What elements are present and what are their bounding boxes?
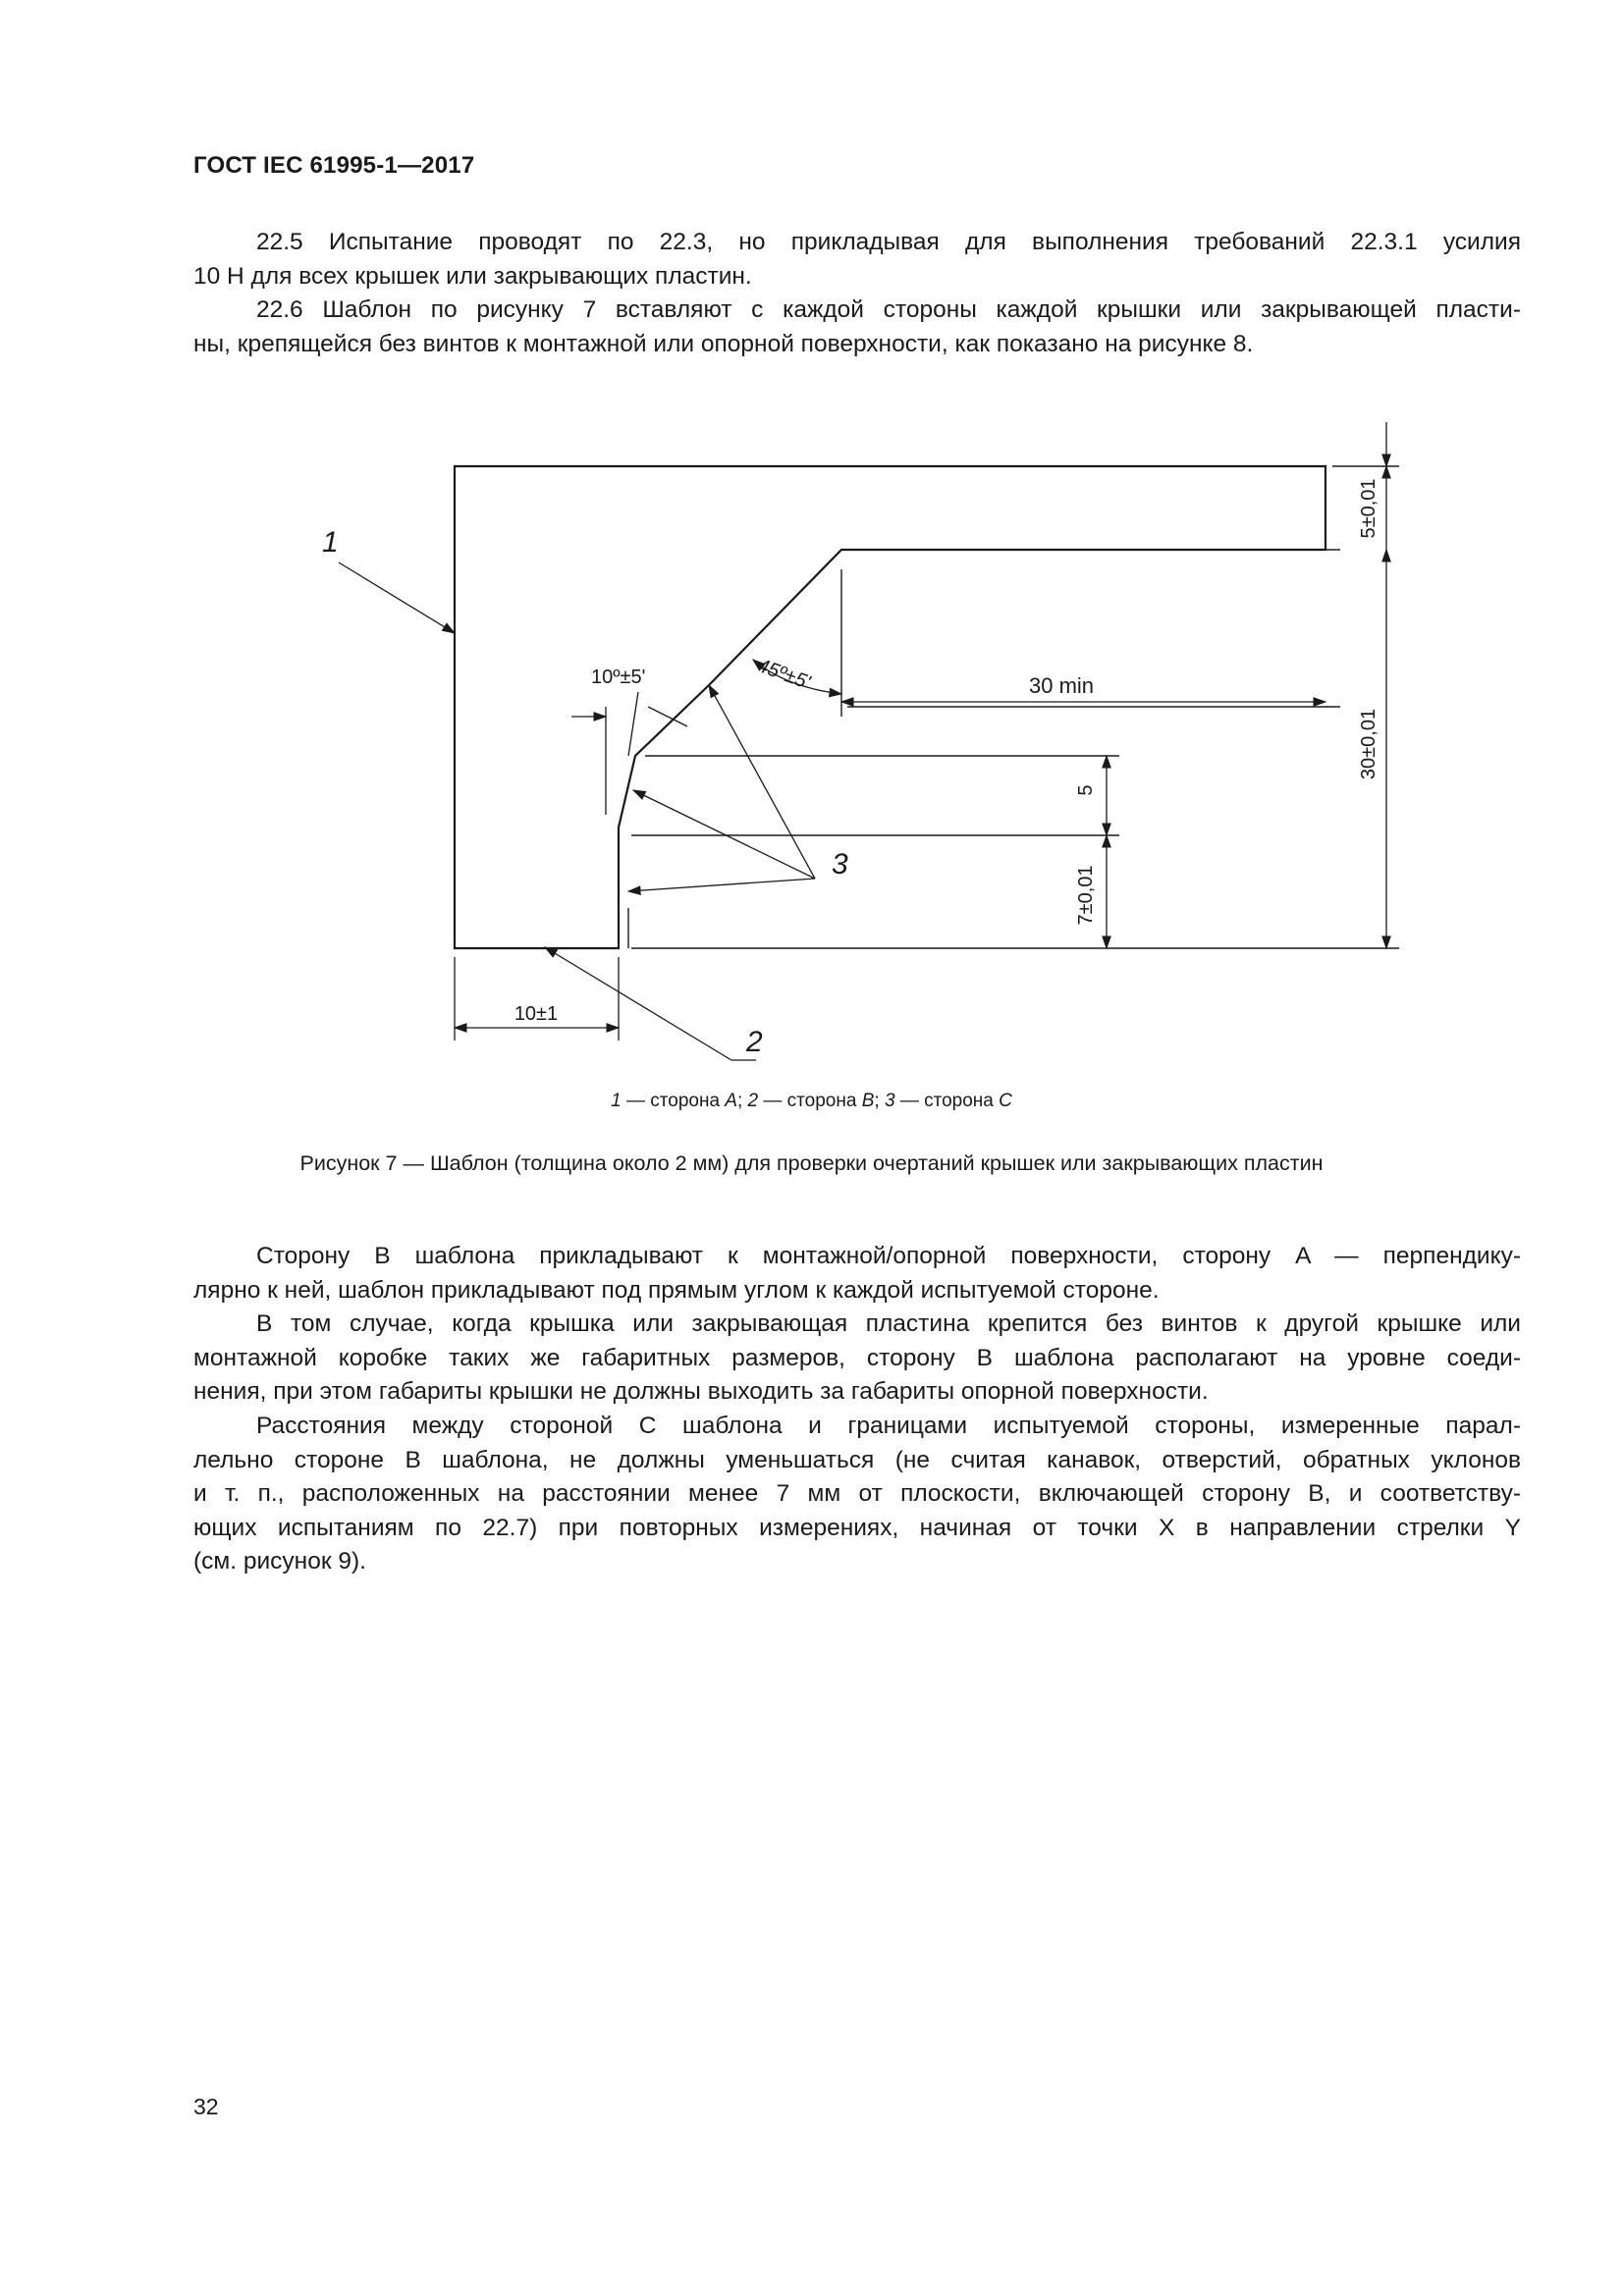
legend-side: C — [999, 1091, 1012, 1111]
legend-num: 3 — [884, 1091, 895, 1111]
legend-num: 1 — [611, 1091, 622, 1111]
figure-caption: Рисунок 7 — Шаблон (толщина около 2 мм) для проверки очертаний крышек или закрывающих пластин — [299, 1151, 1324, 1175]
text-line: 22.5 Испытание проводят по 22.3, но прикладывая для выполнения требований 22.3.1 усилия — [256, 229, 1521, 255]
legend-sep: ; — [736, 1091, 748, 1111]
label-dim-10: 10±1 — [514, 1003, 559, 1025]
text-line: монтажной коробке таких же габаритных размеров, сторону B шаблона располагают на уровне соеди- — [193, 1344, 1521, 1371]
label-dim-30: 30±0,01 — [1358, 708, 1380, 780]
page-number: 32 — [193, 2094, 219, 2119]
template-drawing — [0, 0, 1623, 1080]
text-line: Сторону B шаблона прикладывают к монтажной/опорной поверхности, сторону A — перпендику- — [256, 1243, 1521, 1269]
legend-num: 2 — [747, 1091, 759, 1111]
text-line: нения, при этом габариты крышки не должны выходить за габариты опорной поверхности. — [193, 1378, 1209, 1405]
label-side-c-number: 3 — [832, 848, 848, 881]
document-header: ГОСТ IEC 61995-1—2017 — [193, 152, 475, 179]
text-line: ющих испытаниям по 22.7) при повторных измерениях, начиная от точки X в направлении стрелки Y — [193, 1514, 1521, 1541]
legend-text: — сторона — [758, 1091, 862, 1111]
legend-sep: ; — [874, 1091, 885, 1111]
surface-lines — [628, 466, 1399, 948]
text-line: ны, крепящейся без винтов к монтажной или опорной поверхности, как показано на рисунке 8. — [193, 330, 1254, 357]
label-side-a-number: 1 — [322, 526, 339, 559]
paragraph-side-c — [193, 1410, 1521, 1579]
legend-text: — сторона — [894, 1091, 1000, 1111]
text-line: и т. п., расположенных на расстоянии менее 7 мм от плоскости, включающей сторону B, и соответству- — [193, 1480, 1521, 1507]
text-line: лельно стороне B шаблона, не должны уменьшаться (не считая канавок, отверстий, обратных уклонов — [193, 1446, 1521, 1473]
text-line: 22.6 Шаблон по рисунку 7 вставляют с каждой стороны каждой крышки или закрывающей пласти- — [256, 296, 1521, 323]
label-side-b-number: 2 — [746, 1026, 763, 1058]
text-line: 10 Н для всех крышек или закрывающих пластин. — [193, 262, 752, 290]
legend-text: — сторона — [621, 1091, 726, 1111]
label-dim-30min: 30 min — [1029, 673, 1095, 698]
label-dim-7: 7±0,01 — [1075, 865, 1097, 926]
legend-side: A — [725, 1091, 737, 1111]
leader-lines — [339, 562, 815, 1060]
label-dim-5-top: 5±0,01 — [1358, 478, 1380, 539]
legend-side: B — [861, 1091, 875, 1111]
text-line: В том случае, когда крышка или закрывающая пластина крепится без винтов к другой крышке или — [256, 1310, 1521, 1337]
text-line: Расстояния между стороной C шаблона и границами испытуемой стороны, измеренные парал- — [256, 1413, 1521, 1439]
label-angle-10: 10º±5' — [591, 667, 646, 688]
label-dim-5: 5 — [1075, 784, 1097, 796]
figure-legend — [0, 1091, 1623, 1112]
label-angle-45: 45º±5' — [754, 655, 813, 694]
text-line: лярно к ней, шаблон прикладывают под прямым углом к каждой испытуемой стороне. — [193, 1276, 1160, 1304]
text-line: (см. рисунок 9). — [193, 1548, 366, 1575]
paragraph-side-b — [193, 1240, 1521, 1308]
paragraph-joined-cover — [193, 1308, 1521, 1410]
